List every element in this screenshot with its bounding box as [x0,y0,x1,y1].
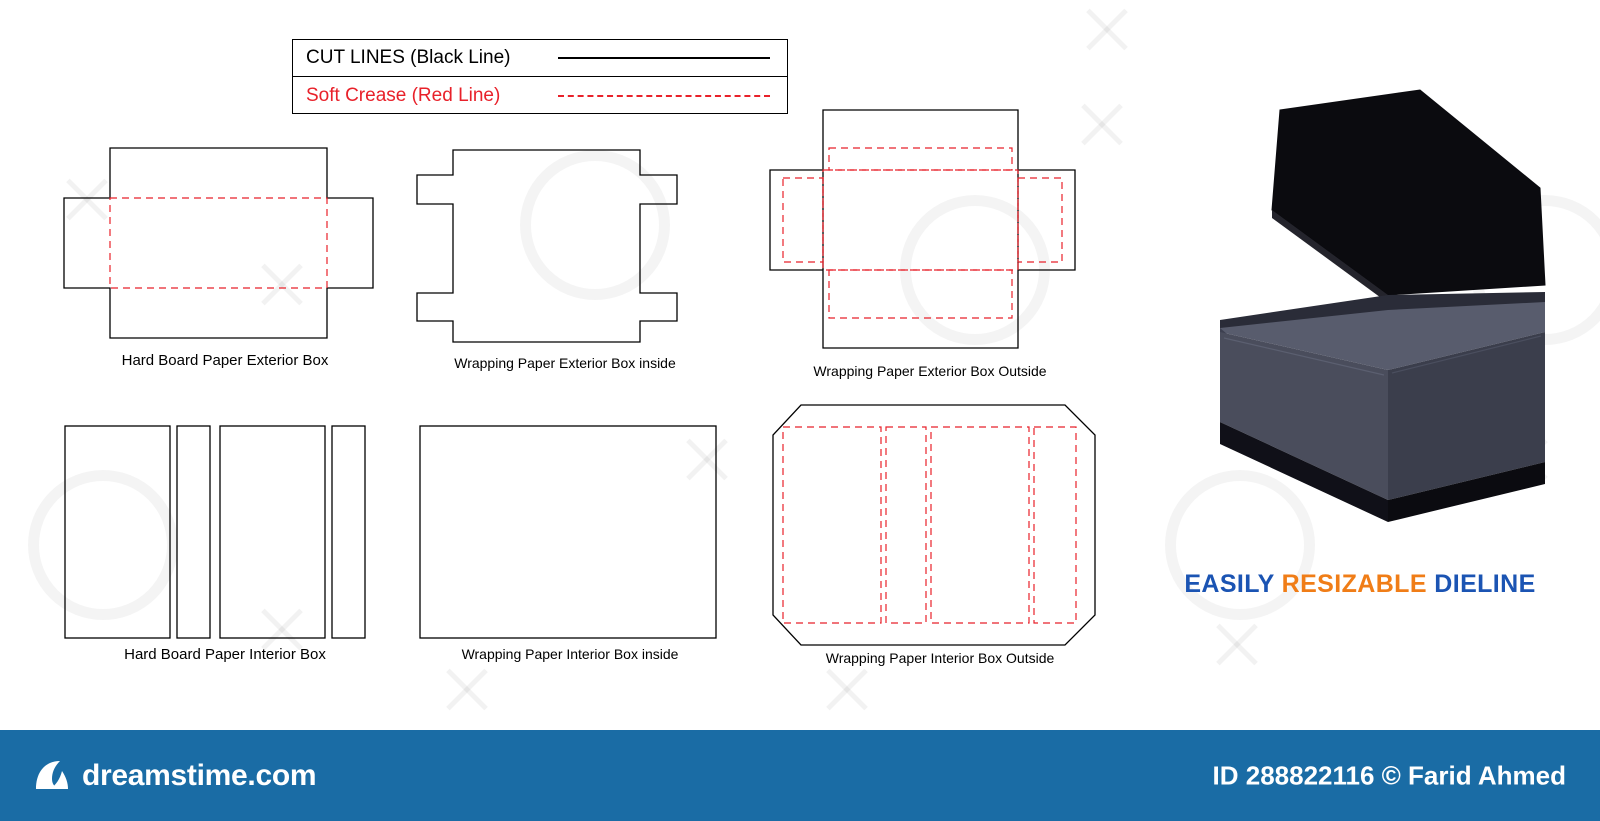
legend-row-cut-lines [293,40,787,77]
panel-caption-hard-board-paper-interior-box: Hard Board Paper Interior Box [124,646,326,663]
legend-sample-dashed-line [558,95,770,97]
legend-row-soft-crease [293,77,787,114]
legend-sample-solid-line [558,57,770,59]
panel-wrapping-paper-interior-box-inside [415,418,725,683]
panel-wrapping-paper-interior-box-outside [765,400,1115,685]
dreamstime-logo-icon [30,755,72,797]
panel-caption-wrapping-paper-exterior-box-outside: Wrapping Paper Exterior Box Outside [813,363,1047,379]
legend-label-soft-crease: Soft Crease (Red Line) [306,84,501,106]
dreamstime-brand-text: dreamstime.com [82,758,317,792]
panel-hard-board-paper-exterior-box [55,140,395,380]
tagline-easily-resizable-dieline [1150,570,1570,599]
tagline-word-easily: EASILY [1184,570,1275,598]
footer-bar [0,730,1600,821]
panel-wrapping-paper-exterior-box-outside [765,108,1095,388]
dieline-wrapping-exterior-outside [765,108,1095,363]
dreamstime-brand [30,755,316,797]
legend-box [292,39,788,114]
legend-label-cut-lines: CUT LINES (Black Line) [306,47,511,68]
dieline-hard-board-interior [55,418,395,648]
dieline-wrapping-interior-inside [415,418,725,648]
panel-hard-board-paper-interior-box [55,418,395,683]
tagline-word-resizable: RESIZABLE [1281,570,1427,598]
dieline-hard-board-exterior [55,140,395,355]
magnetic-closure-box-3d-preview [1120,70,1570,560]
panel-wrapping-paper-exterior-box-inside [415,140,715,380]
dieline-wrapping-exterior-inside [415,140,715,355]
image-credit-text: ID 288822116 © Farid Ahmed [1212,760,1566,790]
panel-caption-hard-board-paper-exterior-box: Hard Board Paper Exterior Box [121,352,329,369]
panel-caption-wrapping-paper-interior-box-outside: Wrapping Paper Interior Box Outside [825,650,1055,666]
panel-caption-wrapping-paper-exterior-box-inside: Wrapping Paper Exterior Box inside [454,355,676,371]
tagline-word-dieline: DIELINE [1434,570,1536,598]
panel-caption-wrapping-paper-interior-box-inside: Wrapping Paper Interior Box inside [461,646,679,662]
dieline-wrapping-interior-outside [765,400,1115,650]
box-3d-illustration [1120,70,1570,560]
